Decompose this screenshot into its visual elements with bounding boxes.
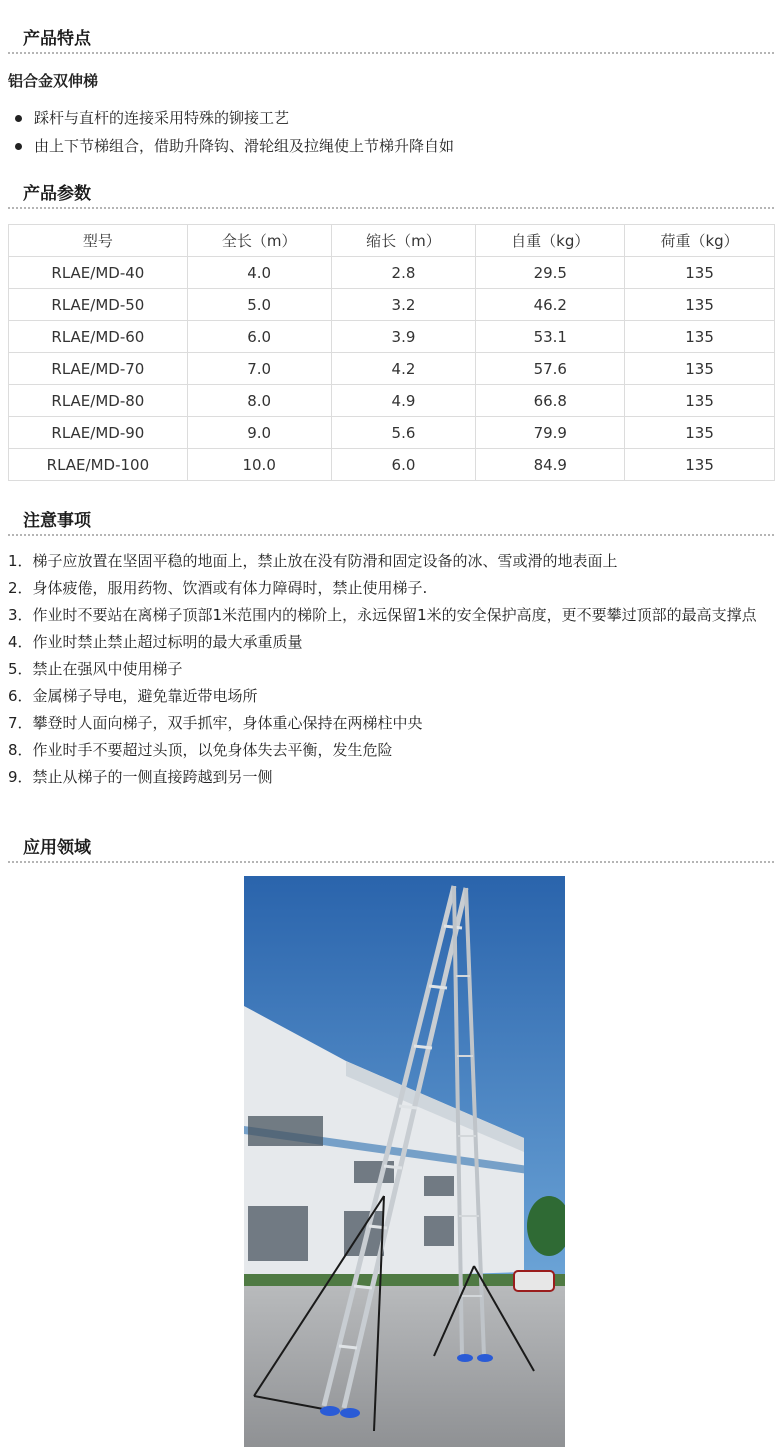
table-row xyxy=(9,385,775,417)
section-header-notes xyxy=(8,506,774,536)
table-row xyxy=(9,321,775,353)
section-header-features xyxy=(8,24,774,54)
feature-list xyxy=(8,107,454,163)
list-item: 3．作业时不要站在离梯子顶部1米范围内的梯阶上，永远保留1米的安全保护高度，更不要攀过顶部的最高支撑点 xyxy=(8,606,757,624)
table-cell: 5.0 xyxy=(187,289,331,321)
table-cell: 135 xyxy=(625,289,775,321)
table-cell: 79.9 xyxy=(476,417,625,449)
table-cell: 135 xyxy=(625,257,775,289)
table-row xyxy=(9,449,775,481)
table-cell: 46.2 xyxy=(476,289,625,321)
section-header-params xyxy=(8,179,774,209)
header-cell: 全长（m） xyxy=(187,225,331,257)
table-row xyxy=(9,417,775,449)
table-cell: 53.1 xyxy=(476,321,625,353)
table-cell: 5.6 xyxy=(331,417,476,449)
table-cell: RLAE/MD-90 xyxy=(9,417,188,449)
list-item: 9．禁止从梯子的一侧直接跨越到另一侧 xyxy=(8,768,273,786)
table-row xyxy=(9,353,775,385)
table-cell: 9.0 xyxy=(187,417,331,449)
list-item: 7．攀登时人面向梯子，双手抓牢，身体重心保持在两梯柱中央 xyxy=(8,714,423,732)
header-cell: 自重（kg） xyxy=(476,225,625,257)
table-cell: 135 xyxy=(625,385,775,417)
table-cell: 135 xyxy=(625,449,775,481)
table-cell: 135 xyxy=(625,353,775,385)
table-cell: 6.0 xyxy=(187,321,331,353)
table-cell: 66.8 xyxy=(476,385,625,417)
params-table xyxy=(8,224,775,481)
table-cell: RLAE/MD-60 xyxy=(9,321,188,353)
header-cell: 型号 xyxy=(9,225,188,257)
table-row xyxy=(9,257,775,289)
product-name: 铝合金双伸梯 xyxy=(8,72,99,90)
list-item: 由上下节梯组合，借助升降钩、滑轮组及拉绳使上节梯升降自如 xyxy=(8,135,454,163)
list-item: 8．作业时手不要超过头顶，以免身体失去平衡，发生危险 xyxy=(8,741,393,759)
ground xyxy=(244,1286,565,1447)
section-header-application xyxy=(8,833,774,863)
table-cell: RLAE/MD-80 xyxy=(9,385,188,417)
list-item: 2．身体疲倦，服用药物、饮酒或有体力障碍时，禁止使用梯子. xyxy=(8,579,428,597)
table-header-row xyxy=(9,225,775,257)
table-cell: 4.9 xyxy=(331,385,476,417)
table-row xyxy=(9,289,775,321)
table-cell: RLAE/MD-40 xyxy=(9,257,188,289)
section-title: 注意事项 xyxy=(23,511,91,531)
table-cell: 3.2 xyxy=(331,289,476,321)
section-title: 应用领域 xyxy=(23,838,91,858)
section-title: 产品特点 xyxy=(23,29,91,49)
table-cell: RLAE/MD-100 xyxy=(9,449,188,481)
table-cell: 4.2 xyxy=(331,353,476,385)
table-cell: 8.0 xyxy=(187,385,331,417)
table-cell: 29.5 xyxy=(476,257,625,289)
table-cell: 3.9 xyxy=(331,321,476,353)
notes-list xyxy=(8,550,774,793)
header-cell: 荷重（kg） xyxy=(625,225,775,257)
table-cell: RLAE/MD-70 xyxy=(9,353,188,385)
section-title: 产品参数 xyxy=(23,184,91,204)
header-cell: 缩长（m） xyxy=(331,225,476,257)
table-cell: 84.9 xyxy=(476,449,625,481)
list-item: 4．作业时禁止禁止超过标明的最大承重质量 xyxy=(8,633,303,651)
list-item: 5．禁止在强风中使用梯子 xyxy=(8,660,183,678)
table-cell: 7.0 xyxy=(187,353,331,385)
ladder-photo xyxy=(244,876,565,1447)
table-cell: 10.0 xyxy=(187,449,331,481)
list-item: 踩杆与直杆的连接采用特殊的铆接工艺 xyxy=(8,107,454,135)
table-cell: 2.8 xyxy=(331,257,476,289)
list-item: 1．梯子应放置在坚固平稳的地面上，禁止放在没有防滑和固定设备的冰、雪或滑的地表面上 xyxy=(8,552,618,570)
table-cell: 57.6 xyxy=(476,353,625,385)
table-cell: 6.0 xyxy=(331,449,476,481)
table-cell: 135 xyxy=(625,321,775,353)
table-cell: 135 xyxy=(625,417,775,449)
table-cell: 4.0 xyxy=(187,257,331,289)
list-item: 6．金属梯子导电，避免靠近带电场所 xyxy=(8,687,258,705)
table-cell: RLAE/MD-50 xyxy=(9,289,188,321)
